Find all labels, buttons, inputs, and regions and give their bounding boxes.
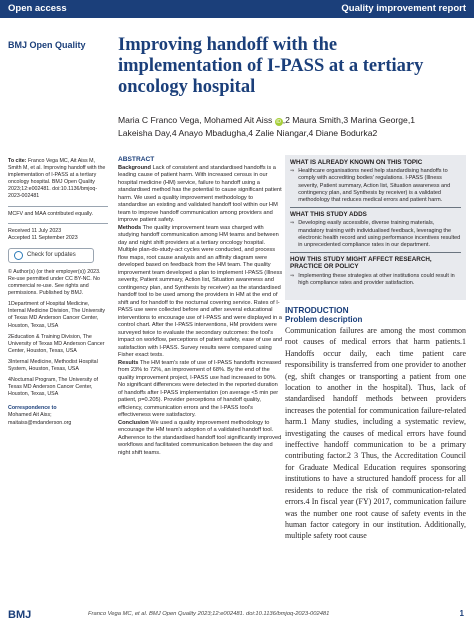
author-line-1b: Mohamed Ait Aiss: [203, 115, 273, 125]
divider: [8, 223, 108, 224]
affiliation-3: 3Internal Medicine, Methodist Hospital System, Houston, Texas, USA: [8, 358, 98, 372]
abstract-results: [118, 360, 283, 420]
results-text: The HM team's rate of use of I-PASS handoffs increased from 23% to 72%, an improvement of 68%. By the end of the quality improvement project, I-PASS use had increased to 90%. No significant differences were detected in the reported duration of handoffs after I-PASS implementation (on average <5 min per patient, p=0.205). Provider perceptions of handoff quality, efficiency, communication errors and the I-PASS tool's effectiveness were satisfactory.: [118, 359, 282, 418]
update-check-icon: [14, 251, 23, 260]
author-list: [118, 114, 468, 139]
abstract-conclusion: [118, 420, 283, 458]
author-line-1c: ,2 Maura Smith,3 Marina George,1: [282, 115, 415, 125]
article-title: Improving handoff with the implementation of I-PASS at a tertiary oncology hospital: [118, 35, 424, 97]
received-date: Received 11 July 2023: [8, 227, 62, 234]
known-item: [290, 168, 461, 204]
affiliation-4: 4Nocturnal Program, The University of Texas MD Anderson Cancer Center, Houston, Texas, USA: [8, 377, 98, 398]
background-text: Lack of consistent and standardised handoffs is a leading cause of patient harm. With increased census in our hospital medicine (HM) service, failure to handoff using a standardised method has the potential to cause significant patient harm. We used a quality improvement methodology to standardise an existing and validated handoff tool within our HM team to improve handoff communication among providers and improve patient safety.: [118, 164, 282, 223]
arrow-icon: ⇒: [290, 272, 295, 279]
arrow-icon: ⇒: [290, 220, 295, 227]
problem-description-heading: Problem description: [285, 315, 363, 324]
author-line-1a: Maria C Franco Vega,: [118, 115, 202, 125]
adds-heading: WHAT THIS STUDY ADDS: [290, 207, 461, 218]
check-updates-label: Check for updates: [27, 251, 76, 258]
arrow-icon: ⇒: [290, 168, 295, 175]
introduction-body: Communication failures are among the most common root causes of medical errors that harm patients.1 Handoffs occur daily, each time patient care responsibility is transferred from one provider to another (eg, shift changes or transporting a patient from one location to another in the hospital). Thus, lack of standardised handoff methods between providers increases the potential for communication failure-related harm.1 Many studies, including a systematic review, investigating the causes of medical errors have found ineffective handoff communication to be a primary contributing factor.2 3 Thus, the Accreditation Council for Graduate Medical Education requires sponsoring institutions to have a structured handoff process for all residents to reduce the risk of communication-related errors.4 In fiscal year (FY) 2017, communication failure was the number one root cause of safety events in the human factor category in our institution. Additionally, multiple safety root cause: [285, 326, 466, 541]
key-messages-box: [285, 155, 466, 300]
article-sidebar: [8, 158, 108, 427]
affiliation-1: 1Department of Hospital Medicine, Internal Medicine Division, The University of Texas MD Anderson Cancer Center, Houston, Texas, USA: [8, 301, 106, 329]
editor-note: MCFV and MAA contributed equally.: [8, 210, 93, 217]
known-text: Healthcare organisations need help standardising handoffs to comply with accrediting bodies' regulations. I-PASS (Illness severity, Patient summary, Action list, Situation awareness and contingency plan, and Synthesis by receiver) is a validated methodology that reduces medical errors and patient harm.: [298, 168, 451, 204]
methods-label: Methods: [118, 224, 142, 231]
abstract: [118, 156, 283, 457]
abstract-methods: [118, 225, 283, 360]
correspondence-email[interactable]: maitaiss@mdanderson.org: [8, 419, 72, 426]
affect-heading: HOW THIS STUDY MIGHT AFFECT RESEARCH, PRACTICE OR POLICY: [290, 252, 461, 270]
methods-text: The quality improvement team was charged with studying handoff communication among HM teams and between day and night shift providers at a tertiary oncology hospital. Multiple plan-do-study-act cycles were conducted, and process flow maps, root cause analysis and an affinity diagram were developed based on feedback from the HM team. The quality improvement team developed a plan to implement I-PASS (Illness severity, Patient summary, Action list, Situation awareness and contingency plan, and Synthesis by receiver) as the standardised handoff tool to be used among the providers in HM at the end of shift and for handoff to the nocturnal covering service. Rates of I-PASS use were collected before and after several educational interventions to encourage use of I-PASS and were displayed in a control chart. After the I-PASS interventions, HM providers were surveyed twice to evaluate the secondary outcomes: the tool's impact on workflow, perceptions of patient safety, ease of use and satisfaction with I-PASS. Survey results were compared using Fisher exact tests.: [118, 224, 283, 358]
page-number: 1: [459, 609, 464, 618]
cite-text: Franco Vega MC, Ait Aiss M, Smith M, et al. Improving handoff with the implementation of I-PASS at a tertiary oncology hospital. BMJ Open Quality 2023;12:e002481. doi:10.1136/bmjoq-2023-002481: [8, 158, 106, 200]
known-heading: WHAT IS ALREADY KNOWN ON THIS TOPIC: [290, 159, 423, 166]
correspondence-name: Mohamed Ait Aiss;: [8, 412, 52, 419]
affect-text: Implementing these strategies at other institutions could result in high compliance rates and provider satisfaction.: [298, 272, 455, 286]
conclusion-text: We used a quality improvement methodology to encourage the HM team's adoption of a validated handoff tool. Adherence to the standardised handoff tool significantly improved workflows and facilitated communication between the day and night shift teams.: [118, 419, 282, 456]
copyright-notice: © Author(s) (or their employer(s)) 2023. Re-use permitted under CC BY-NC. No commercial re-use. See rights and permissions. Published by BMJ.: [8, 268, 101, 297]
adds-item: [290, 220, 461, 249]
affect-item: [290, 273, 461, 287]
orcid-icon[interactable]: iD: [276, 119, 282, 125]
bmj-logo: BMJ: [8, 609, 32, 621]
article-category: Quality improvement report: [341, 3, 466, 14]
open-access-label: Open access: [8, 3, 67, 14]
journal-name: BMJ Open Quality: [8, 40, 86, 50]
abstract-background: [118, 165, 283, 225]
top-banner: [0, 0, 474, 18]
divider: [8, 206, 108, 207]
page-footer: [0, 606, 474, 624]
check-for-updates-button[interactable]: [8, 248, 94, 263]
introduction-heading: INTRODUCTION: [285, 305, 349, 315]
background-label: Background: [118, 164, 151, 171]
footer-citation: Franco Vega MC, et al. BMJ Open Quality 2023;12:e002481. doi:10.1136/bmjoq-2023-002481: [88, 611, 330, 617]
accepted-date: Accepted 11 September 2023: [8, 234, 78, 241]
correspondence-label: Correspondence to: [8, 405, 57, 412]
cite-label: To cite:: [8, 158, 27, 164]
abstract-heading: ABSTRACT: [118, 156, 155, 163]
affiliation-2: 2Education & Training Division, The University of Texas MD Anderson Cancer Center, Houston, Texas, USA: [8, 333, 105, 354]
author-line-2: Lakeisha Day,4 Anayo Mbadugha,4 Zalie Niangar,4 Diane Bodurka2: [118, 127, 378, 138]
cite-block: [8, 158, 108, 201]
results-label: Results: [118, 359, 139, 366]
introduction-section: [285, 305, 466, 542]
adds-text: Developing easily accessible, diverse training materials, mandatory training with individualised feedback, leveraging the electronic health record and using performance incentives resulted in unprecedented compliance rates in our department.: [298, 220, 461, 249]
conclusion-label: Conclusion: [118, 419, 149, 426]
